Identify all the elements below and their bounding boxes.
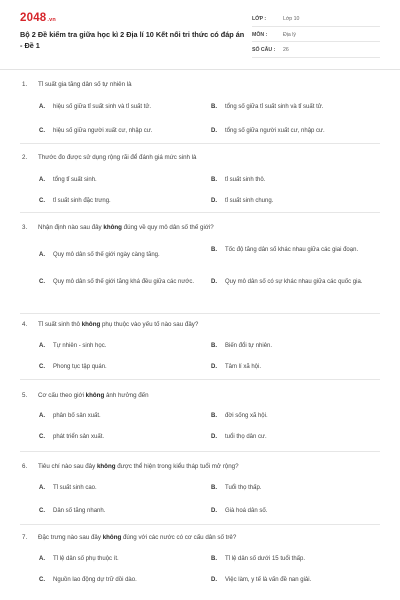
option-a[interactable] [39,103,204,112]
option-letter: A. [39,177,45,183]
meta-row-class [252,13,380,27]
option-letter: B. [211,247,217,253]
option-letter: D. [211,198,217,204]
logo-main: 2048 [20,12,47,24]
divider [20,524,380,525]
meta-label: LỚP : [252,16,267,23]
divider [20,143,380,144]
option-text: Tâm lí xã hội. [225,364,262,370]
option-text: hiệu số giữa tỉ suất sinh và tỉ suất tử. [53,104,152,110]
option-text: Tỉ lệ dân số dưới 15 tuổi thấp. [225,556,305,562]
option-letter: C. [39,508,45,514]
option-letter: B. [211,556,217,562]
option-text: tỉ suất sinh thô. [225,177,266,183]
question-number: 4. [22,321,28,328]
option-letter: C. [39,577,45,583]
option-text: tổng tỉ suất sinh. [53,177,97,183]
option-letter: A. [39,485,45,491]
option-text: tổng số giữa tỉ suất sinh và tỉ suất tử. [225,104,324,110]
option-text: đời sống xã hội. [225,413,268,419]
document-header [0,0,400,70]
stem-text: Nhận định nào sau đây [38,224,104,231]
option-letter: D. [211,128,217,134]
question-number: 2. [22,154,28,161]
option-text: Phong tục tập quán. [53,364,107,370]
option-text: hiệu số giữa người xuất cư, nhập cư. [53,128,153,134]
option-d[interactable] [211,127,386,136]
divider [20,379,380,380]
divider [20,212,380,213]
logo-suffix: .vn [47,17,56,23]
option-letter: C. [39,198,45,204]
option-a[interactable] [39,176,204,185]
option-letter: D. [211,364,217,370]
option-c[interactable] [39,127,204,136]
option-letter: A. [39,413,45,419]
stem-text: Tỉ suất gia tăng dân số tự nhiên là [38,81,132,88]
stem-text: Cơ cấu theo giới [38,392,86,399]
stem-text-tail: ảnh hưởng đến [104,392,149,399]
option-text: tỉ suất sinh đặc trưng. [53,198,111,204]
option-letter: C. [39,434,45,440]
meta-value: Địa lý [283,31,296,38]
option-letter: A. [39,343,45,349]
question-stem [22,391,149,400]
meta-row-count [252,44,380,58]
question-stem [22,462,239,471]
stem-emphasis: không [85,392,105,399]
option-letter: D. [211,434,217,440]
option-text: Tự nhiên - sinh học. [53,343,107,349]
question-stem [22,223,214,232]
option-d[interactable] [211,197,386,206]
option-c[interactable] [39,197,204,206]
divider [20,451,380,452]
divider [20,313,380,314]
option-c[interactable] [39,278,205,287]
option-letter: B. [211,177,217,183]
option-a[interactable] [39,412,204,421]
option-text: Quy mô dân số có sự khác nhau giữa các quốc gia. [225,279,363,285]
site-logo[interactable] [20,12,56,24]
option-text: Tỉ lệ dân số phụ thuộc ít. [53,556,119,562]
option-d[interactable] [211,363,386,372]
question-number: 3. [22,224,28,231]
option-letter: D. [211,279,217,285]
option-c[interactable] [39,576,204,585]
question-stem [22,153,196,162]
option-letter: B. [211,485,217,491]
option-text: Tốc độ tăng dân số khác nhau giữa các giai đoạn. [225,247,359,253]
option-b[interactable] [211,176,386,185]
option-text: Dân số tăng nhanh. [53,508,106,514]
stem-emphasis: không [81,321,101,328]
meta-value: 26 [283,47,289,54]
option-letter: A. [39,104,45,110]
option-b[interactable] [211,342,386,351]
question-number: 6. [22,463,28,470]
option-text: tổng số giữa người xuất cư, nhập cư. [225,128,325,134]
question-stem [22,80,132,89]
option-d[interactable] [211,507,386,516]
option-letter: D. [211,577,217,583]
stem-text-tail: đúng về quy mô dân số thế giới? [121,224,214,231]
option-letter: B. [211,343,217,349]
option-text: Quy mô dân số thế giới ngày càng tăng. [53,252,160,258]
option-c[interactable] [39,363,204,372]
option-b[interactable] [211,555,386,564]
question-number: 1. [22,81,28,88]
option-text: tỉ suất sinh chung. [225,198,274,204]
stem-text: Tỉ suất sinh thô [38,321,82,328]
question-number: 7. [22,534,28,541]
document-meta [252,13,380,60]
option-c[interactable] [39,433,204,442]
meta-label: SỐ CÂU : [252,47,276,54]
option-d[interactable] [211,576,386,585]
meta-label: MÔN : [252,31,268,38]
option-text: Già hoá dân số. [225,508,268,514]
question-number: 5. [22,392,28,399]
option-text: Tỉ suất sinh cao. [53,485,97,491]
option-a[interactable] [39,555,204,564]
option-letter: C. [39,279,45,285]
option-letter: A. [39,556,45,562]
stem-emphasis: không [103,224,122,231]
stem-text-tail: phụ thuộc vào yếu tố nào sau đây? [100,321,199,328]
option-b[interactable] [211,103,386,112]
option-letter: B. [211,413,217,419]
option-text: Việc làm, y tế là vấn đề nan giải. [225,577,312,583]
question-stem [22,533,236,542]
option-letter: C. [39,364,45,370]
option-a[interactable] [39,251,204,260]
stem-text: Tiêu chí nào sau đây [38,463,97,470]
meta-value: Lớp 10 [283,16,300,23]
option-text: phân bố sản xuất. [53,413,101,419]
option-text: Quy mô dân số thế giới tăng khá đều giữa các nước. [53,279,194,285]
option-text: phát triển sản xuất. [53,434,105,440]
option-b[interactable] [211,246,371,255]
stem-text: Thước đo được sử dụng rộng rãi để đánh giá mức sinh là [38,154,197,161]
option-c[interactable] [39,507,204,516]
option-letter: A. [39,252,45,258]
stem-text-tail: được thể hiện trong kiểu tháp tuổi mở rộng? [115,463,239,470]
option-text: Nguồn lao động dự trữ dồi dào. [53,577,137,583]
option-letter: B. [211,104,217,110]
option-d[interactable] [211,278,371,287]
stem-text-tail: đúng với các nước có cơ cấu dân số trẻ? [121,534,237,541]
option-d[interactable] [211,433,386,442]
stem-emphasis: không [102,534,122,541]
option-a[interactable] [39,342,204,351]
meta-row-subject [252,29,380,43]
option-text: tuổi thọ dân cư. [225,434,267,440]
option-letter: C. [39,128,45,134]
stem-text: Đặc trưng nào sau đây [38,534,103,541]
option-b[interactable] [211,412,386,421]
option-b[interactable] [211,484,386,493]
option-text: Tuổi thọ thấp. [225,485,262,491]
question-stem [22,320,198,329]
document-title: Bộ 2 Đề kiểm tra giữa học kì 2 Địa lí 10 Kết nối tri thức có đáp án - Đề 1 [20,30,245,50]
stem-emphasis: không [96,463,116,470]
option-text: Biến đổi tự nhiên. [225,343,273,349]
option-a[interactable] [39,484,204,493]
option-letter: D. [211,508,217,514]
